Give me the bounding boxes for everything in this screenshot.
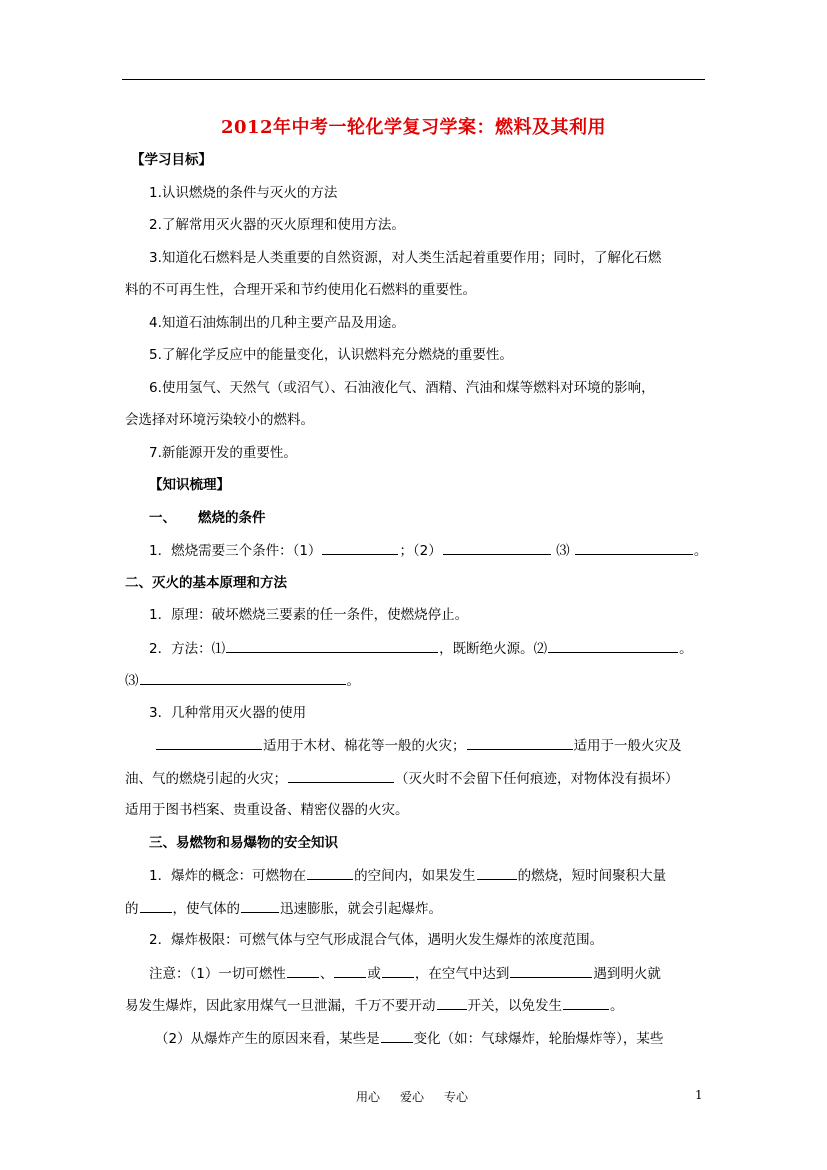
- answer-blank[interactable]: [563, 995, 609, 1010]
- goal-item: 4.知道石油炼制出的几种主要产品及用途。: [149, 315, 405, 331]
- answer-blank[interactable]: [156, 735, 262, 750]
- answer-blank[interactable]: [241, 898, 279, 913]
- goal-item: 7.新能源开发的重要性。: [149, 445, 297, 461]
- goal-item: 1.认识燃烧的条件与灭火的方法: [149, 185, 338, 201]
- footer-motto: 专心: [444, 1090, 469, 1104]
- explosion-definition-line: 的 ，使气体的 迅速膨胀，就会引起爆炸。: [125, 898, 442, 919]
- answer-blank[interactable]: [140, 670, 346, 685]
- section-1-number: 一、: [149, 510, 176, 526]
- section-2-heading: 二、灭火的基本原理和方法: [125, 575, 287, 591]
- answer-blank[interactable]: [381, 1028, 413, 1043]
- extinguisher-line: 油、气的燃烧引起的火灾； （灭火时不会留下任何痕迹，对物体没有损坏）: [125, 768, 679, 789]
- explosion-limit-line: 2．爆炸极限：可燃气体与空气形成混合气体，遇明火发生爆炸的浓度范围。: [149, 932, 604, 948]
- footer-motto: 爱心: [400, 1090, 425, 1104]
- answer-blank[interactable]: [226, 638, 438, 653]
- answer-blank[interactable]: [307, 865, 353, 880]
- section-1-heading: [149, 508, 266, 528]
- answer-blank[interactable]: [467, 735, 573, 750]
- goal-item: 3.知道化石燃料是人类重要的自然资源，对人类生活起着重要作用；同时，了解化石燃: [149, 250, 662, 266]
- note-line: （2）从爆炸产生的原因来看，某些是 变化（如：气球爆炸，轮胎爆炸等），某些: [155, 1028, 663, 1049]
- extinguisher-line: 适用于图书档案、贵重设备、精密仪器的火灾。: [125, 802, 409, 818]
- answer-blank[interactable]: [382, 963, 414, 978]
- answer-blank[interactable]: [510, 963, 592, 978]
- extinguisher-line: 适用于木材、棉花等一般的火灾； 适用于一般火灾及: [155, 735, 682, 756]
- goal-item: 2.了解常用灭火器的灭火原理和使用方法。: [149, 217, 405, 233]
- answer-blank[interactable]: [477, 865, 517, 880]
- goal-item: 6.使用氢气、天然气（或沼气）、石油液化气、酒精、汽油和煤等燃料对环境的影响，: [149, 380, 655, 396]
- goal-item: 料的不可再生性，合理开采和节约使用化石燃料的重要性。: [125, 282, 476, 298]
- section-3-heading: 三、易燃物和易爆物的安全知识: [149, 835, 338, 851]
- document-title: 2012年中考一轮化学复习学案：燃料及其利用: [220, 117, 607, 138]
- answer-blank[interactable]: [322, 540, 398, 555]
- answer-blank[interactable]: [334, 963, 366, 978]
- answer-blank[interactable]: [548, 638, 678, 653]
- method-line: ⑶ 。: [125, 670, 360, 691]
- knowledge-heading: 【知识梳理】: [149, 477, 230, 493]
- principle-line: 1．原理：破坏燃烧三要素的任一条件，使燃烧停止。: [149, 607, 469, 623]
- page-number: 1: [695, 1088, 703, 1102]
- header-rule: [122, 79, 705, 80]
- answer-blank[interactable]: [443, 540, 551, 555]
- goal-item: 5.了解化学反应中的能量变化，认识燃料充分燃烧的重要性。: [149, 347, 513, 363]
- footer-motto: 用心: [356, 1090, 381, 1104]
- answer-blank[interactable]: [287, 963, 319, 978]
- answer-blank[interactable]: [140, 898, 172, 913]
- method-line: 2．方法：⑴ ，既断绝火源。⑵ 。: [149, 638, 693, 659]
- explosion-definition-line: 1．爆炸的概念：可燃物在 的空间内，如果发生 的燃烧，短时间聚积大量: [149, 865, 666, 886]
- answer-blank[interactable]: [288, 768, 394, 783]
- section-1-title: 燃烧的条件: [198, 510, 266, 526]
- answer-blank[interactable]: [575, 540, 693, 555]
- answer-blank[interactable]: [437, 995, 467, 1010]
- extinguisher-heading: 3．几种常用灭火器的使用: [149, 705, 307, 721]
- goals-heading: 【学习目标】: [131, 152, 212, 168]
- combustion-conditions-line: 1．燃烧需要三个条件：（1） ；（2） ⑶ 。: [149, 540, 707, 561]
- note-line: 注意：（1）一切可燃性 、 或 ，在空气中达到 遇到明火就: [149, 963, 661, 984]
- goal-item: 会选择对环境污染较小的燃料。: [125, 412, 314, 428]
- note-line: 易发生爆炸，因此家用煤气一旦泄漏，千万不要开动 开关，以免发生 。: [125, 995, 624, 1016]
